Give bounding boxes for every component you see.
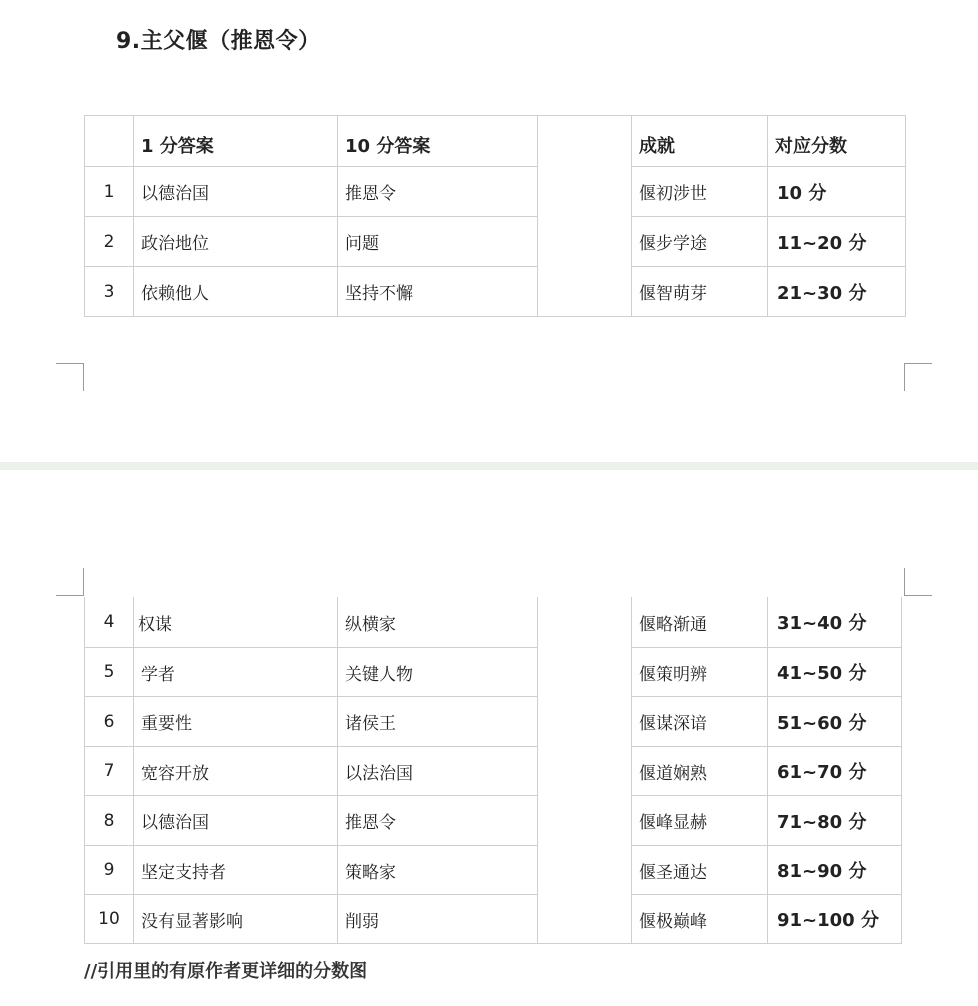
header-answer-10: 10 分答案 — [337, 115, 538, 167]
page-break-gap — [0, 462, 978, 470]
achievement-cell: 偃策明辨 — [631, 647, 768, 697]
row-number: 3 — [84, 266, 134, 317]
answer-1-cell: 坚定支持者 — [133, 845, 338, 895]
score-cell: 61~70 分 — [767, 746, 902, 796]
header-answer-1: 1 分答案 — [133, 115, 338, 167]
achievement-cell: 偃谋深谙 — [631, 696, 768, 747]
answer-1-cell: 权谋 — [133, 597, 338, 648]
document-title: 9.主父偃（推恩令） — [116, 29, 321, 54]
answer-1-cell: 重要性 — [133, 696, 338, 747]
answer-1-cell: 学者 — [133, 647, 338, 697]
achievement-cell: 偃圣通达 — [631, 845, 768, 895]
answer-10-cell: 问题 — [337, 216, 538, 267]
answer-1-cell: 以德治国 — [133, 795, 338, 846]
answer-10-cell: 削弱 — [337, 894, 538, 944]
score-cell: 51~60 分 — [767, 696, 902, 747]
answer-1-cell: 以德治国 — [133, 166, 338, 217]
achievement-cell: 偃智萌芽 — [631, 266, 768, 317]
answer-1-cell: 宽容开放 — [133, 746, 338, 796]
header-score: 对应分数 — [767, 115, 906, 167]
row-number: 8 — [84, 795, 134, 846]
answer-10-cell: 纵横家 — [337, 597, 538, 648]
answer-10-cell: 关键人物 — [337, 647, 538, 697]
achievement-cell: 偃初涉世 — [631, 166, 768, 217]
row-number: 4 — [84, 597, 134, 648]
row-number: 6 — [84, 696, 134, 747]
header-achievement: 成就 — [631, 115, 768, 167]
row-number: 5 — [84, 647, 134, 697]
score-cell: 21~30 分 — [767, 266, 906, 317]
page-corner-mark-top-right — [904, 568, 932, 596]
score-cell: 11~20 分 — [767, 216, 906, 267]
achievement-cell: 偃步学途 — [631, 216, 768, 267]
score-cell: 81~90 分 — [767, 845, 902, 895]
answer-1-cell: 依赖他人 — [133, 266, 338, 317]
score-cell: 10 分 — [767, 166, 906, 217]
achievement-cell: 偃道娴熟 — [631, 746, 768, 796]
footnote: //引用里的有原作者更详细的分数图 — [84, 961, 368, 982]
answer-10-cell: 诸侯王 — [337, 696, 538, 747]
achievement-cell: 偃峰显赫 — [631, 795, 768, 846]
answer-10-cell: 推恩令 — [337, 166, 538, 217]
row-number: 7 — [84, 746, 134, 796]
row-number: 9 — [84, 845, 134, 895]
row-number: 10 — [84, 894, 134, 944]
spacer-column — [537, 597, 632, 944]
spacer-column — [537, 115, 632, 317]
score-cell: 41~50 分 — [767, 647, 902, 697]
answer-10-cell: 以法治国 — [337, 746, 538, 796]
answer-1-cell: 政治地位 — [133, 216, 338, 267]
row-number: 2 — [84, 216, 134, 267]
score-cell: 91~100 分 — [767, 894, 902, 944]
achievement-cell: 偃略渐通 — [631, 597, 768, 648]
answer-1-cell: 没有显著影响 — [133, 894, 338, 944]
header-num-cell — [84, 115, 134, 167]
row-number: 1 — [84, 166, 134, 217]
achievement-cell: 偃极巅峰 — [631, 894, 768, 944]
page-corner-mark-bottom-left — [56, 363, 84, 391]
answer-10-cell: 坚持不懈 — [337, 266, 538, 317]
score-cell: 71~80 分 — [767, 795, 902, 846]
page-corner-mark-top-left — [56, 568, 84, 596]
page-corner-mark-bottom-right — [904, 363, 932, 391]
answer-10-cell: 推恩令 — [337, 795, 538, 846]
answer-10-cell: 策略家 — [337, 845, 538, 895]
score-cell: 31~40 分 — [767, 597, 902, 648]
